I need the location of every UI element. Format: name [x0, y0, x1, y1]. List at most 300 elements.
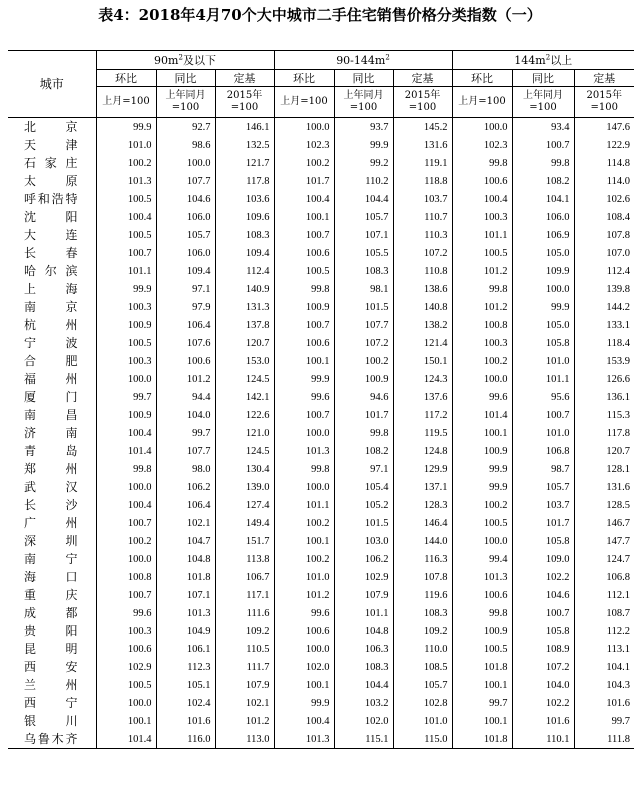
index-value: 101.8 — [156, 568, 215, 586]
index-value: 110.7 — [393, 208, 452, 226]
city-name: 昆明 — [24, 641, 78, 656]
index-value: 99.6 — [274, 388, 334, 406]
index-value: 100.5 — [96, 226, 156, 244]
index-value: 101.4 — [96, 730, 156, 749]
index-value: 138.6 — [393, 280, 452, 298]
index-value: 98.1 — [334, 280, 393, 298]
index-value: 94.4 — [156, 388, 215, 406]
index-value: 105.8 — [512, 334, 574, 352]
index-value: 153.0 — [215, 352, 274, 370]
index-value: 124.3 — [393, 370, 452, 388]
table-header — [8, 51, 634, 118]
index-value: 108.3 — [334, 262, 393, 280]
index-value: 100.1 — [452, 676, 512, 694]
index-value: 101.6 — [156, 712, 215, 730]
index-value: 105.0 — [512, 316, 574, 334]
index-value: 100.7 — [96, 244, 156, 262]
index-value: 105.5 — [334, 244, 393, 262]
index-value: 105.8 — [512, 622, 574, 640]
index-value: 102.2 — [512, 568, 574, 586]
index-value: 100.9 — [274, 298, 334, 316]
index-value: 109.2 — [393, 622, 452, 640]
index-value: 100.2 — [274, 154, 334, 172]
table-row — [8, 154, 634, 172]
index-value: 99.9 — [96, 118, 156, 137]
table-row — [8, 262, 634, 280]
table-row — [8, 118, 634, 137]
index-value: 101.2 — [452, 262, 512, 280]
table-row — [8, 730, 634, 749]
index-value: 104.0 — [512, 676, 574, 694]
index-value: 140.9 — [215, 280, 274, 298]
index-value: 144.2 — [574, 298, 634, 316]
index-value: 101.0 — [393, 712, 452, 730]
index-value: 105.7 — [156, 226, 215, 244]
index-value: 108.9 — [512, 640, 574, 658]
index-value: 118.8 — [393, 172, 452, 190]
sub-header-fixed: 定基 — [574, 70, 634, 87]
table-row — [8, 316, 634, 334]
index-value: 94.6 — [334, 388, 393, 406]
index-value: 116.0 — [156, 730, 215, 749]
index-value: 117.8 — [574, 424, 634, 442]
index-value: 105.2 — [334, 496, 393, 514]
index-value: 95.6 — [512, 388, 574, 406]
city-name: 上海 — [24, 281, 78, 296]
city-name: 长春 — [24, 245, 78, 260]
index-value: 102.6 — [574, 190, 634, 208]
index-value: 110.1 — [512, 730, 574, 749]
index-value: 100.7 — [512, 406, 574, 424]
index-value: 105.4 — [334, 478, 393, 496]
index-value: 100.4 — [274, 190, 334, 208]
index-value: 130.4 — [215, 460, 274, 478]
index-value: 101.8 — [452, 658, 512, 676]
index-value: 103.0 — [334, 532, 393, 550]
city-name: 海口 — [24, 569, 78, 584]
index-value: 124.7 — [574, 550, 634, 568]
index-value: 100.1 — [274, 532, 334, 550]
index-value: 99.9 — [452, 478, 512, 496]
index-value: 111.7 — [215, 658, 274, 676]
index-value: 99.7 — [452, 694, 512, 712]
index-value: 104.6 — [512, 586, 574, 604]
index-value: 146.4 — [393, 514, 452, 532]
index-value: 97.1 — [334, 460, 393, 478]
index-value: 146.1 — [215, 118, 274, 137]
index-value: 99.8 — [274, 460, 334, 478]
table-row — [8, 658, 634, 676]
index-value: 139.0 — [215, 478, 274, 496]
index-value: 100.6 — [274, 622, 334, 640]
base-label-mom: 上月=100 — [274, 87, 334, 118]
index-value: 106.7 — [215, 568, 274, 586]
index-value: 117.1 — [215, 586, 274, 604]
index-value: 100.2 — [452, 352, 512, 370]
index-value: 104.1 — [574, 658, 634, 676]
index-value: 120.7 — [215, 334, 274, 352]
table-row — [8, 442, 634, 460]
table-row — [8, 694, 634, 712]
index-value: 101.0 — [512, 352, 574, 370]
index-value: 100.1 — [274, 676, 334, 694]
index-value: 131.6 — [574, 478, 634, 496]
city-name: 大连 — [24, 227, 78, 242]
index-value: 101.3 — [274, 442, 334, 460]
table-row — [8, 352, 634, 370]
sub-header-fixed: 定基 — [393, 70, 452, 87]
index-value: 100.3 — [96, 352, 156, 370]
index-value: 108.3 — [393, 604, 452, 622]
base-label-mom: 上月=100 — [452, 87, 512, 118]
index-value: 99.6 — [274, 604, 334, 622]
city-name: 呼和浩特 — [24, 191, 78, 206]
index-value: 100.9 — [334, 370, 393, 388]
index-value: 100.7 — [274, 406, 334, 424]
index-value: 100.6 — [274, 244, 334, 262]
base-label-fixed: 2015年=100 — [574, 87, 634, 118]
index-value: 129.9 — [393, 460, 452, 478]
index-value: 105.1 — [156, 676, 215, 694]
table-row — [8, 136, 634, 154]
index-value: 100.1 — [274, 352, 334, 370]
city-name: 哈尔滨 — [24, 263, 78, 278]
index-value: 100.8 — [452, 316, 512, 334]
table-row — [8, 298, 634, 316]
table-row — [8, 208, 634, 226]
table-row — [8, 460, 634, 478]
table-title: 表4：2018年4月70个大中城市二手住宅销售价格分类指数（一） — [98, 6, 542, 24]
index-value: 121.4 — [393, 334, 452, 352]
table-row — [8, 514, 634, 532]
index-value: 100.1 — [96, 712, 156, 730]
index-value: 117.2 — [393, 406, 452, 424]
index-value: 101.7 — [512, 514, 574, 532]
index-value: 109.4 — [156, 262, 215, 280]
index-value: 107.2 — [334, 334, 393, 352]
index-value: 121.7 — [215, 154, 274, 172]
index-value: 108.2 — [334, 442, 393, 460]
index-value: 104.3 — [574, 676, 634, 694]
index-value: 104.7 — [156, 532, 215, 550]
index-value: 100.5 — [452, 514, 512, 532]
index-value: 99.6 — [452, 388, 512, 406]
index-value: 110.5 — [215, 640, 274, 658]
index-value: 109.6 — [215, 208, 274, 226]
index-value: 110.2 — [334, 172, 393, 190]
index-value: 100.8 — [96, 568, 156, 586]
index-value: 100.4 — [96, 208, 156, 226]
index-value: 151.7 — [215, 532, 274, 550]
city-name: 郑州 — [24, 461, 78, 476]
sub-header-yoy: 同比 — [334, 70, 393, 87]
price-index-table — [8, 50, 634, 749]
index-value: 137.1 — [393, 478, 452, 496]
index-value: 110.3 — [393, 226, 452, 244]
index-value: 99.6 — [96, 604, 156, 622]
index-value: 100.7 — [96, 514, 156, 532]
index-value: 101.7 — [274, 172, 334, 190]
index-value: 100.0 — [274, 118, 334, 137]
index-value: 99.7 — [156, 424, 215, 442]
base-label-yoy: 上年同月=100 — [156, 87, 215, 118]
index-value: 101.0 — [274, 568, 334, 586]
index-value: 101.2 — [452, 298, 512, 316]
index-value: 97.1 — [156, 280, 215, 298]
index-value: 101.0 — [512, 424, 574, 442]
index-value: 131.6 — [393, 136, 452, 154]
index-value: 106.0 — [156, 244, 215, 262]
city-name: 石家庄 — [24, 155, 78, 170]
index-value: 100.9 — [96, 316, 156, 334]
index-value: 119.6 — [393, 586, 452, 604]
index-value: 101.3 — [274, 730, 334, 749]
index-value: 99.7 — [574, 712, 634, 730]
index-value: 112.2 — [574, 622, 634, 640]
index-value: 112.4 — [215, 262, 274, 280]
index-value: 102.9 — [334, 568, 393, 586]
city-name: 兰州 — [24, 677, 78, 692]
city-name: 宁波 — [24, 335, 78, 350]
index-value: 126.6 — [574, 370, 634, 388]
index-value: 127.4 — [215, 496, 274, 514]
city-name: 南昌 — [24, 407, 78, 422]
index-value: 106.8 — [512, 442, 574, 460]
index-value: 100.0 — [512, 280, 574, 298]
index-value: 100.1 — [452, 424, 512, 442]
index-value: 101.3 — [96, 172, 156, 190]
index-value: 124.5 — [215, 370, 274, 388]
index-value: 100.2 — [452, 496, 512, 514]
index-value: 109.9 — [512, 262, 574, 280]
index-value: 100.6 — [452, 586, 512, 604]
index-value: 112.3 — [156, 658, 215, 676]
index-value: 137.8 — [215, 316, 274, 334]
index-value: 104.6 — [156, 190, 215, 208]
index-value: 100.0 — [96, 694, 156, 712]
city-name: 武汉 — [24, 479, 78, 494]
index-value: 100.5 — [452, 244, 512, 262]
index-value: 115.3 — [574, 406, 634, 424]
index-value: 101.3 — [156, 604, 215, 622]
sub-header-yoy: 同比 — [512, 70, 574, 87]
sub-header-fixed: 定基 — [215, 70, 274, 87]
index-value: 99.8 — [334, 424, 393, 442]
index-value: 119.5 — [393, 424, 452, 442]
index-value: 100.0 — [96, 478, 156, 496]
city-name: 福州 — [24, 371, 78, 386]
index-value: 111.6 — [215, 604, 274, 622]
index-value: 104.0 — [156, 406, 215, 424]
index-value: 100.2 — [96, 154, 156, 172]
city-name: 厦门 — [24, 389, 78, 404]
index-value: 124.8 — [393, 442, 452, 460]
group-header-90-144: $90-144m^2$ — [274, 51, 452, 70]
index-value: 99.8 — [452, 154, 512, 172]
index-value: 128.3 — [393, 496, 452, 514]
index-value: 101.1 — [452, 226, 512, 244]
index-value: 92.7 — [156, 118, 215, 137]
table-row — [8, 370, 634, 388]
index-value: 113.1 — [574, 640, 634, 658]
city-column-header: 城市 — [8, 51, 96, 118]
group-header-90-below: $90m^2$及以下 — [96, 51, 274, 70]
city-name: 深圳 — [24, 533, 78, 548]
index-value: 101.6 — [574, 694, 634, 712]
index-value: 101.5 — [334, 298, 393, 316]
index-value: 100.4 — [96, 496, 156, 514]
index-value: 112.1 — [574, 586, 634, 604]
city-name: 合肥 — [24, 353, 78, 368]
city-name: 太原 — [24, 173, 78, 188]
index-value: 106.2 — [334, 550, 393, 568]
table-row — [8, 244, 634, 262]
index-value: 104.9 — [156, 622, 215, 640]
index-value: 100.0 — [96, 550, 156, 568]
index-value: 100.0 — [452, 118, 512, 137]
index-value: 100.0 — [452, 532, 512, 550]
index-value: 107.7 — [334, 316, 393, 334]
index-value: 101.4 — [96, 442, 156, 460]
index-value: 104.8 — [334, 622, 393, 640]
table-row — [8, 496, 634, 514]
index-value: 103.2 — [334, 694, 393, 712]
index-value: 100.1 — [452, 712, 512, 730]
city-name: 沈阳 — [24, 209, 78, 224]
index-value: 105.0 — [512, 244, 574, 262]
table-row — [8, 406, 634, 424]
city-name: 重庆 — [24, 587, 78, 602]
index-value: 107.1 — [156, 586, 215, 604]
index-value: 107.7 — [156, 172, 215, 190]
table-body — [8, 118, 634, 749]
index-value: 100.0 — [452, 370, 512, 388]
index-value: 102.1 — [215, 694, 274, 712]
index-value: 104.4 — [334, 676, 393, 694]
index-value: 100.0 — [96, 370, 156, 388]
index-value: 102.9 — [96, 658, 156, 676]
city-name: 杭州 — [24, 317, 78, 332]
index-value: 109.0 — [512, 550, 574, 568]
index-value: 138.2 — [393, 316, 452, 334]
index-value: 105.7 — [334, 208, 393, 226]
index-value: 107.2 — [512, 658, 574, 676]
index-value: 98.0 — [156, 460, 215, 478]
index-value: 99.8 — [512, 154, 574, 172]
index-value: 115.1 — [334, 730, 393, 749]
index-value: 137.6 — [393, 388, 452, 406]
index-value: 106.0 — [156, 208, 215, 226]
index-value: 100.0 — [274, 478, 334, 496]
index-value: 101.2 — [215, 712, 274, 730]
table-row — [8, 676, 634, 694]
index-value: 101.4 — [452, 406, 512, 424]
index-value: 100.5 — [96, 190, 156, 208]
index-value: 100.2 — [274, 550, 334, 568]
index-value: 115.0 — [393, 730, 452, 749]
index-value: 105.7 — [512, 478, 574, 496]
table-row — [8, 640, 634, 658]
index-value: 110.8 — [393, 262, 452, 280]
index-value: 99.4 — [452, 550, 512, 568]
sub-header-mom: 环比 — [96, 70, 156, 87]
index-value: 101.1 — [96, 262, 156, 280]
city-name: 济南 — [24, 425, 78, 440]
index-value: 122.6 — [215, 406, 274, 424]
index-value: 100.2 — [96, 532, 156, 550]
table-row — [8, 190, 634, 208]
city-name: 南宁 — [24, 551, 78, 566]
index-value: 118.4 — [574, 334, 634, 352]
index-value: 107.9 — [334, 586, 393, 604]
index-value: 144.0 — [393, 532, 452, 550]
index-value: 99.9 — [334, 136, 393, 154]
index-value: 99.2 — [334, 154, 393, 172]
index-value: 122.9 — [574, 136, 634, 154]
index-value: 132.5 — [215, 136, 274, 154]
table-row — [8, 226, 634, 244]
index-value: 100.1 — [274, 208, 334, 226]
index-value: 99.9 — [512, 298, 574, 316]
index-value: 105.7 — [393, 676, 452, 694]
index-value: 140.8 — [393, 298, 452, 316]
index-value: 100.2 — [274, 514, 334, 532]
index-value: 93.7 — [334, 118, 393, 137]
index-value: 107.2 — [393, 244, 452, 262]
city-name: 北京 — [24, 119, 78, 134]
index-value: 99.8 — [452, 280, 512, 298]
city-name: 长沙 — [24, 497, 78, 512]
index-value: 101.1 — [274, 496, 334, 514]
index-value: 108.3 — [334, 658, 393, 676]
index-value: 147.7 — [574, 532, 634, 550]
index-value: 139.8 — [574, 280, 634, 298]
table-row — [8, 532, 634, 550]
index-value: 149.4 — [215, 514, 274, 532]
index-value: 100.6 — [452, 172, 512, 190]
index-value: 150.1 — [393, 352, 452, 370]
table-row — [8, 280, 634, 298]
index-value: 112.4 — [574, 262, 634, 280]
index-value: 99.7 — [96, 388, 156, 406]
index-value: 121.0 — [215, 424, 274, 442]
index-value: 103.6 — [215, 190, 274, 208]
index-value: 124.5 — [215, 442, 274, 460]
index-value: 100.4 — [96, 424, 156, 442]
index-value: 108.5 — [393, 658, 452, 676]
index-value: 106.0 — [512, 208, 574, 226]
index-value: 114.8 — [574, 154, 634, 172]
index-value: 100.5 — [96, 676, 156, 694]
index-value: 111.8 — [574, 730, 634, 749]
index-value: 106.1 — [156, 640, 215, 658]
table-row — [8, 388, 634, 406]
index-value: 106.8 — [574, 568, 634, 586]
index-value: 102.1 — [156, 514, 215, 532]
index-value: 106.4 — [156, 316, 215, 334]
index-value: 99.8 — [96, 460, 156, 478]
table-row — [8, 550, 634, 568]
index-value: 107.0 — [574, 244, 634, 262]
index-value: 101.0 — [96, 136, 156, 154]
index-value: 103.7 — [393, 190, 452, 208]
city-name: 南京 — [24, 299, 78, 314]
index-value: 104.8 — [156, 550, 215, 568]
table-row — [8, 568, 634, 586]
index-value: 101.5 — [334, 514, 393, 532]
city-name: 乌鲁木齐 — [8, 730, 96, 749]
index-value: 99.9 — [274, 694, 334, 712]
